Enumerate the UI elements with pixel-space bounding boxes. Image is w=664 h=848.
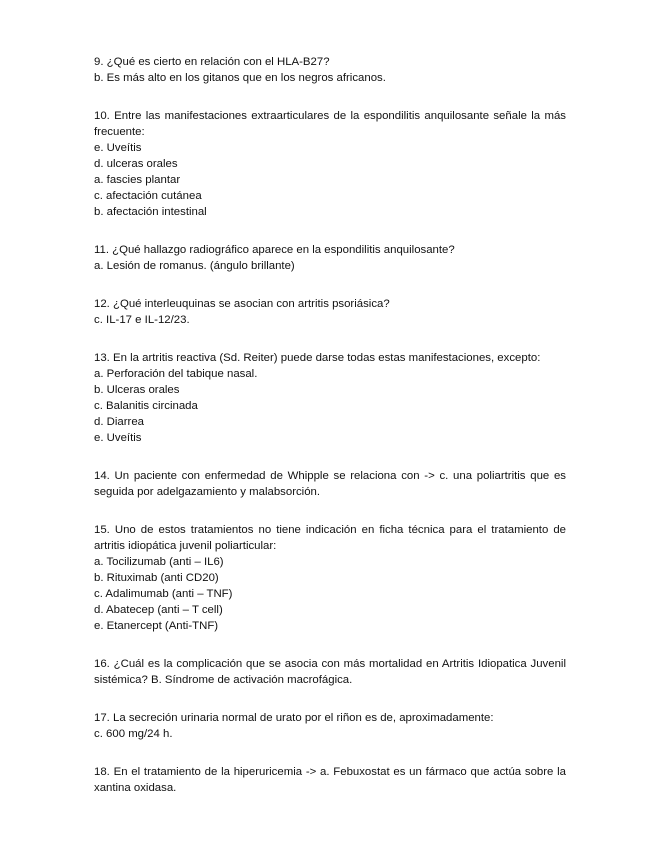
question-18 — [94, 764, 566, 796]
answer-option: e. Uveítis — [94, 142, 142, 154]
question-list — [94, 54, 566, 818]
answer-option: a. fascies plantar — [94, 174, 181, 186]
question-11 — [94, 242, 566, 274]
answer-option: d. Abatecep (anti – T cell) — [94, 604, 223, 616]
question-text: 11. ¿Qué hallazgo radiográfico aparece en la espondilitis anquilosante? — [94, 244, 455, 256]
question-13 — [94, 350, 566, 446]
answer-option: e. Uveítis — [94, 432, 142, 444]
question-14 — [94, 468, 566, 500]
question-text: 16. ¿Cuál es la complicación que se asocia con más mortalidad en Artritis Idiopatica Juvenil sistémica? B. Síndrome de activación macrofágica. — [94, 658, 566, 686]
answer-option: c. IL-17 e IL-12/23. — [94, 314, 190, 326]
question-9 — [94, 54, 566, 86]
question-text: 10. Entre las manifestaciones extraarticulares de la espondilitis anquilosante señale la más frecuente: — [94, 110, 566, 138]
question-16 — [94, 656, 566, 688]
answer-option: d. ulceras orales — [94, 158, 178, 170]
answer-option: a. Lesión de romanus. (ángulo brillante) — [94, 260, 295, 272]
question-text: 17. La secreción urinaria normal de urato por el riñon es de, aproximadamente: — [94, 712, 494, 724]
question-12 — [94, 296, 566, 328]
answer-option: b. Ulceras orales — [94, 384, 180, 396]
answer-option: c. afectación cutánea — [94, 190, 202, 202]
question-15 — [94, 522, 566, 634]
question-17 — [94, 710, 566, 742]
answer-option: d. Diarrea — [94, 416, 145, 428]
question-text: 9. ¿Qué es cierto en relación con el HLA-B27? — [94, 56, 330, 68]
question-text: 15. Uno de estos tratamientos no tiene indicación en ficha técnica para el tratamiento de artritis idiopática juvenil poliarticular: — [94, 524, 566, 552]
answer-option: a. Perforación del tabique nasal. — [94, 368, 258, 380]
answer-option: c. Balanitis circinada — [94, 400, 198, 412]
answer-option: b. Es más alto en los gitanos que en los negros africanos. — [94, 72, 386, 84]
answer-option: c. Adalimumab (anti – TNF) — [94, 588, 233, 600]
answer-option: b. Rituximab (anti CD20) — [94, 572, 219, 584]
question-text: 12. ¿Qué interleuquinas se asocian con artritis psoriásica? — [94, 298, 390, 310]
answer-option: b. afectación intestinal — [94, 206, 207, 218]
question-text: 14. Un paciente con enfermedad de Whipple se relaciona con -> c. una poliartritis que es seguida por adelgazamiento y malabsorción. — [94, 470, 566, 498]
answer-option: e. Etanercept (Anti-TNF) — [94, 620, 219, 632]
question-text: 13. En la artritis reactiva (Sd. Reiter) puede darse todas estas manifestaciones, excepto: — [94, 352, 541, 364]
question-text: 18. En el tratamiento de la hiperuricemia -> a. Febuxostat es un fármaco que actúa sobre la xantina oxidasa. — [94, 766, 566, 794]
answer-option: a. Tocilizumab (anti – IL6) — [94, 556, 224, 568]
question-10 — [94, 108, 566, 220]
answer-option: c. 600 mg/24 h. — [94, 728, 173, 740]
